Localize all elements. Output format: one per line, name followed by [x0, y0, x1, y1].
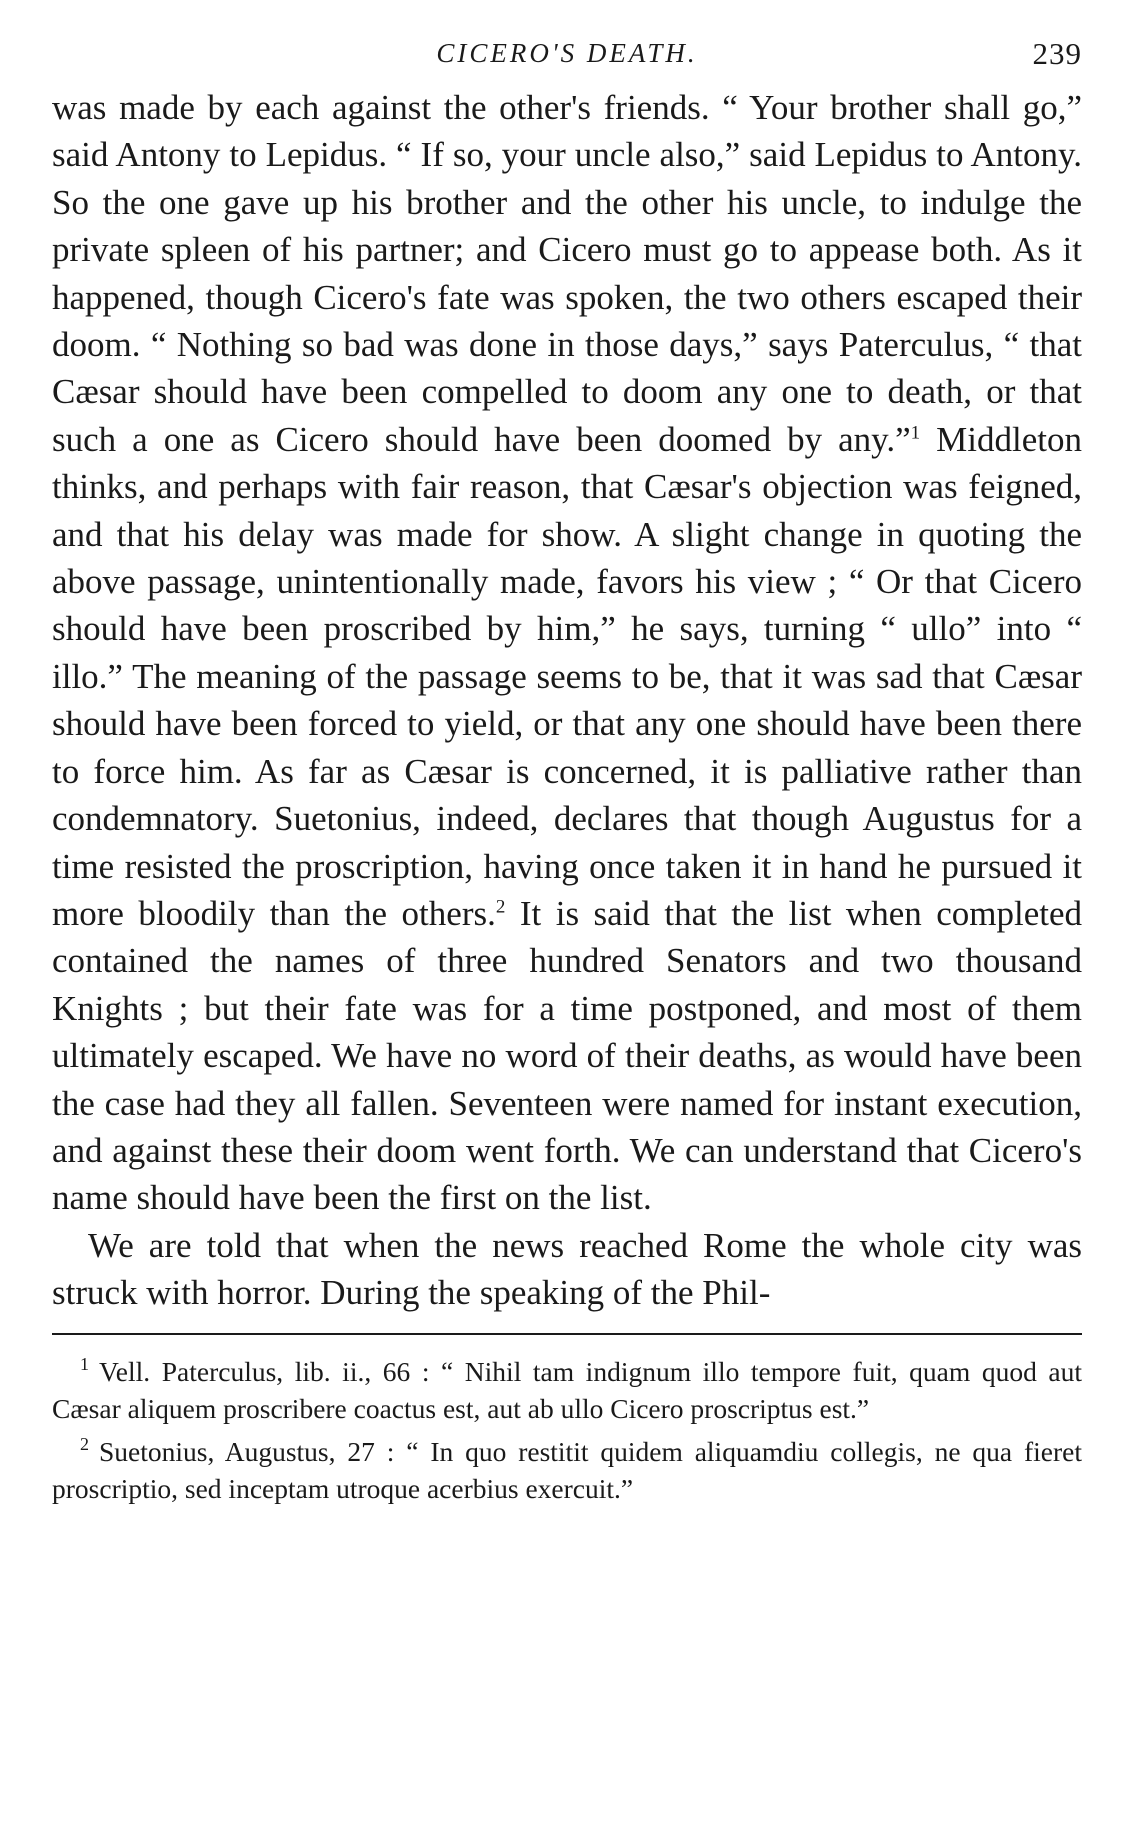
page-number: 239 — [1032, 36, 1082, 71]
body-text — [52, 84, 1082, 1317]
paragraph — [52, 84, 1082, 1222]
footnote-mark: 1 — [80, 1354, 89, 1375]
footnote-reference-1: 1 — [910, 422, 921, 444]
footnote-reference-2: 2 — [495, 896, 506, 918]
footnote-2 — [52, 1433, 1082, 1507]
footnote-mark: 2 — [80, 1434, 89, 1455]
paragraph-text: was made by each against the other's friends. “ Your brother shall go,” said Antony to Lepidus. “ If so, your uncle also,” said Lepidus to Antony. So the one gave up his brother and the other his uncle, to indulge the private spleen of his partner; and Cicero must go to appease both. As it happened, though Cicero's fate was spoken, the two others escaped their doom. “ Nothing so bad was done in those days,” says Paterculus, “ that Cæsar should have been compelled to doom any one to death, or that such a one as Cicero should have been doomed by any.” — [52, 88, 1082, 459]
footnote-1 — [52, 1353, 1082, 1427]
footnotes — [52, 1353, 1082, 1507]
paragraph: We are told that when the news reached Rome the whole city was struck with horror. During the speaking of the Phil- — [52, 1225, 1082, 1313]
footnote-text: Vell. Paterculus, lib. ii., 66 : “ Nihil tam indignum illo tempore fuit, quam quod aut Cæsar aliquem proscribere coactus est, aut ab ullo Cicero proscriptus est.” — [52, 1355, 1082, 1424]
running-title: CICERO'S DEATH. — [436, 38, 698, 68]
footnote-text: Suetonius, Augustus, 27 : “ In quo restitit quidem aliquamdiu collegis, ne qua fieret proscriptio, sed inceptam utroque acerbius exercuit.” — [52, 1435, 1082, 1504]
book-page — [52, 30, 1082, 1507]
paragraph-text: It is said that the list when completed contained the names of three hundred Senators and two thousand Knights ; but their fate was for a time postponed, and most of them ultimately escaped. We have no word of their deaths, as would have been the case had they all fallen. Seventeen were named for instant execution, and against these their doom went forth. We can understand that Cicero's name should have been the first on the list. — [52, 893, 1083, 1218]
running-head — [52, 30, 1082, 84]
paragraph-text: Middleton thinks, and perhaps with fair reason, that Cæsar's objection was feigned, and that his delay was made for show. A slight change in quoting the above passage, unintentionally made, favors his view ; “ Or that Cicero should have been proscribed by him,” he says, turning “ ullo” into “ illo.” The meaning of the passage seems to be, that it was sad that Cæsar should have been forced to yield, or that any one should have been there to force him. As far as Cæsar is concerned, it is palliative rather than condemnatory. Suetonius, indeed, declares that though Augustus for a time resisted the proscription, having once taken it in hand he pursued it more bloodily than the others. — [52, 419, 1083, 933]
footnote-rule — [52, 1333, 1082, 1335]
